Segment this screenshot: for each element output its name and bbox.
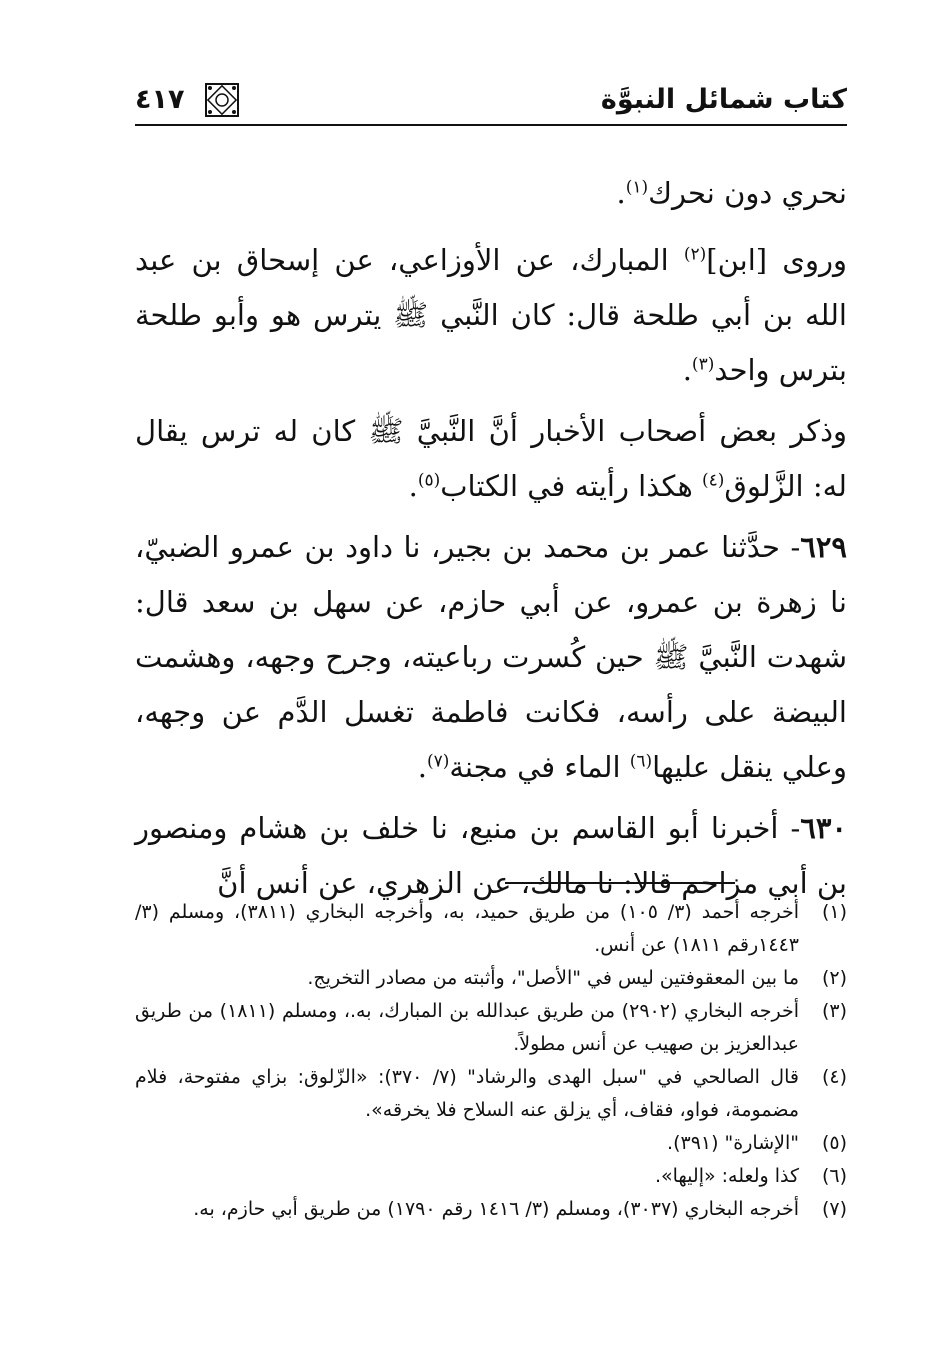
footnote-text: أخرجه أحمد (٣/ ١٠٥) من طريق حميد، به، وأخرجه البخاري (٣٨١١)، ومسلم (٣/ ١٤٤٣رقم ١٨١١) عن أنس. — [135, 901, 799, 956]
hadith-629-end: . — [417, 750, 427, 784]
hadith-630 — [135, 801, 847, 911]
footnote-ref-3: (٣) — [691, 354, 715, 375]
book-title: كتاب شمائل النبوَّة — [600, 84, 847, 115]
paragraph-2 — [135, 233, 847, 398]
paragraph-2-text-a: وروى [ابن] — [706, 243, 848, 277]
footnote-number: (٢) — [821, 967, 847, 989]
footnote-ref-6: (٦) — [629, 751, 653, 772]
hadith-number-629: ٦٢٩ — [800, 530, 847, 564]
footnotes — [135, 896, 847, 1226]
paragraph-2-text-b: المبارك، عن الأوزاعي، عن إسحاق بن عبد الله بن أبي طلحة قال: كان النَّبي ﷺ يترس هو وأبو طلحة بترس واحد — [135, 243, 847, 387]
page-number: ٤١٧ — [135, 84, 185, 115]
footnote-2 — [135, 962, 847, 995]
footnote-6 — [135, 1160, 847, 1193]
paragraph-3-text-b: هكذا رأيته في الكتاب — [440, 469, 702, 503]
paragraph-3-text-a: وذكر بعض أصحاب الأخبار أنَّ النَّبيَّ ﷺ كان له ترس يقال له: الزَّلوق — [135, 414, 847, 503]
footnote-ref-5: (٥) — [417, 470, 441, 491]
hadith-629-text-a: - حدَّثنا عمر بن محمد بن بجير، نا داود بن عمرو الضبيّ، نا زهرة بن عمرو، عن أبي حازم، عن سهل بن سعد قال: شهدت النَّبيَّ ﷺ حين كُسرت رباعيته، وجرح وجهه، وهشمت البيضة على رأسه، فكانت فاطمة تغسل الدَّم عن وجهه، وعلي ينقل عليها — [135, 530, 847, 784]
footnote-text: قال الصالحي في "سبل الهدى والرشاد" (٧/ ٣٧٠): «الزّلوق: بزاي مفتوحة، فلام مضمومة، فواو، فقاف، أي يزلق عنه السلاح فلا يخرقه». — [135, 1066, 799, 1121]
paragraph-1 — [135, 166, 847, 221]
hadith-629 — [135, 520, 847, 795]
footnote-number: (٥) — [821, 1132, 847, 1154]
footnote-ref-2: (٢) — [683, 244, 707, 265]
footnote-text: ما بين المعقوفتين ليس في "الأصل"، وأثبته من مصادر التخريج. — [307, 967, 799, 989]
hadith-629-text-b: الماء في مجنة — [449, 750, 630, 784]
paragraph-3-end: . — [408, 469, 418, 503]
footnote-text: كذا ولعله: «إليها». — [654, 1165, 799, 1187]
footnote-4 — [135, 1061, 847, 1127]
paragraph-1-text: نحري دون نحرك — [648, 176, 847, 210]
footnote-7 — [135, 1193, 847, 1226]
hadith-630-text: - أخبرنا أبو القاسم بن منيع، نا خلف بن هشام ومنصور بن أبي مزاحم قالا: نا مالك، عن الزهري، عن أنس أنَّ — [135, 811, 847, 900]
footnote-text: أخرجه البخاري (٣٠٣٧)، ومسلم (٣/ ١٤١٦ رقم ١٧٩٠) من طريق أبي حازم، به. — [193, 1198, 799, 1220]
ornament-icon — [202, 80, 242, 120]
footnote-3 — [135, 995, 847, 1061]
footnote-number: (٣) — [821, 1000, 847, 1022]
running-header — [135, 78, 847, 128]
footnote-number: (٦) — [821, 1165, 847, 1187]
footnote-separator — [505, 882, 735, 884]
main-text — [135, 166, 847, 917]
header-rule — [135, 124, 847, 126]
footnote-5 — [135, 1127, 847, 1160]
hadith-number-630: ٦٣٠ — [800, 811, 847, 845]
footnote-ref-1: (١) — [625, 177, 649, 198]
footnote-number: (٤) — [821, 1066, 847, 1088]
footnote-text: أخرجه البخاري (٢٩٠٢) من طريق عبدالله بن المبارك، به.، ومسلم (١٨١١) من طريق عبدالعزيز بن صهيب عن أنس مطولاً. — [135, 1000, 799, 1055]
footnote-ref-7: (٧) — [426, 751, 450, 772]
footnote-text: "الإشارة" (٣٩١). — [667, 1132, 799, 1154]
paragraph-2-end: . — [682, 353, 692, 387]
footnote-number: (١) — [821, 901, 847, 923]
footnote-ref-4: (٤) — [701, 470, 725, 491]
footnote-1 — [135, 896, 847, 962]
paragraph-3 — [135, 404, 847, 514]
footnote-number: (٧) — [821, 1198, 847, 1220]
paragraph-1-end: . — [616, 176, 626, 210]
